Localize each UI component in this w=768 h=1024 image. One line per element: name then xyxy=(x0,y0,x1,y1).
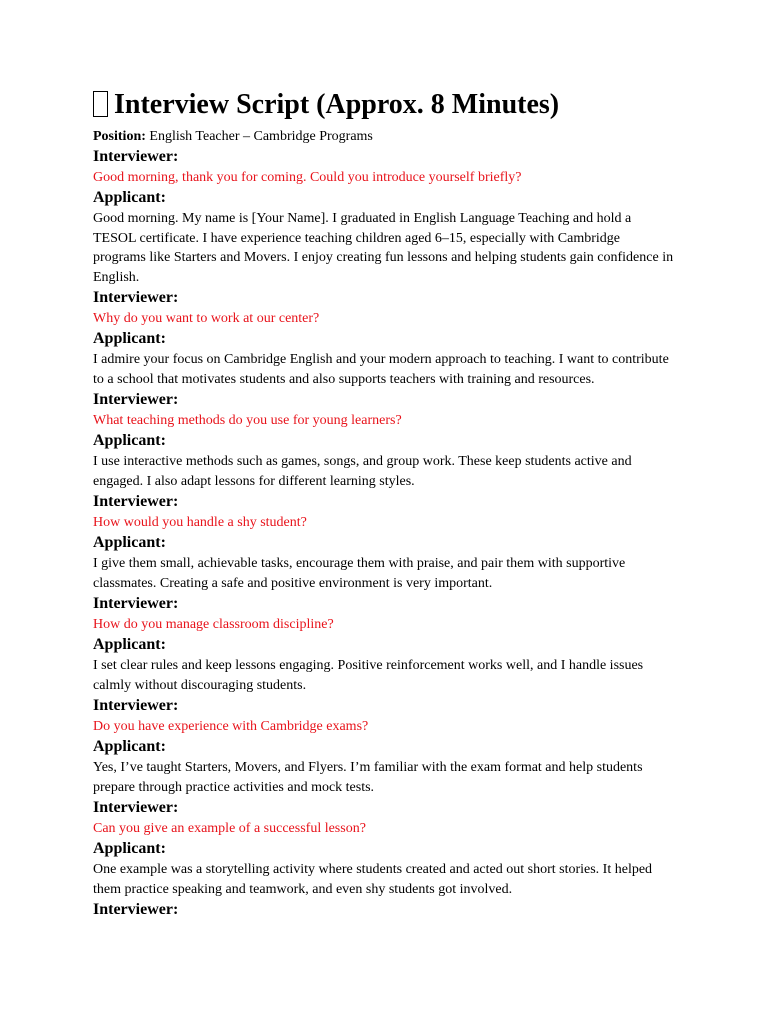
applicant-turn xyxy=(93,634,676,695)
speaker-label: Interviewer: xyxy=(93,799,179,816)
title-text: Interview Script (Approx. 8 Minutes) xyxy=(114,89,560,120)
applicant-turn xyxy=(93,430,676,491)
interviewer-turn xyxy=(93,695,676,736)
position-line xyxy=(93,127,676,146)
speaker-label: Applicant: xyxy=(93,840,166,857)
speaker-label: Applicant: xyxy=(93,330,166,347)
interviewer-turn xyxy=(93,593,676,634)
speaker-label: Interviewer: xyxy=(93,595,179,612)
speaker-label: Applicant: xyxy=(93,738,166,755)
applicant-answer: One example was a storytelling activity where students created and acted out short stories. It helped them practice speaking and teamwork, and even shy students got involved. xyxy=(93,862,653,897)
applicant-turn xyxy=(93,838,676,899)
applicant-turn xyxy=(93,187,676,287)
position-label: Position: xyxy=(93,129,146,144)
speaker-label: Applicant: xyxy=(93,189,166,206)
applicant-turn xyxy=(93,328,676,389)
applicant-answer: Good morning. My name is [Your Name]. I graduated in English Language Teaching and hold a TESOL certificate. I have experience teaching children aged 6–15, especially with Cambridge programs like Starters and Movers. I enjoy creating fun lessons and helping students gain confidence in English. xyxy=(93,211,674,285)
interviewer-turn xyxy=(93,389,676,430)
speaker-label: Interviewer: xyxy=(93,901,179,918)
applicant-answer: I give them small, achievable tasks, encourage them with praise, and pair them with supportive classmates. Creating a safe and positive environment is very important. xyxy=(93,556,626,591)
page-title xyxy=(93,86,676,124)
applicant-answer: I set clear rules and keep lessons engaging. Positive reinforcement works well, and I handle issues calmly without discouraging students. xyxy=(93,658,644,693)
applicant-turn xyxy=(93,736,676,797)
applicant-turn xyxy=(93,532,676,593)
interviewer-question: Can you give an example of a successful lesson? xyxy=(93,821,366,836)
interviewer-question: Why do you want to work at our center? xyxy=(93,311,320,326)
applicant-answer: I admire your focus on Cambridge English and your modern approach to teaching. I want to contribute to a school that motivates students and also supports teachers with training and resources. xyxy=(93,352,669,387)
speaker-label: Applicant: xyxy=(93,534,166,551)
speaker-label: Interviewer: xyxy=(93,493,179,510)
interviewer-question: How do you manage classroom discipline? xyxy=(93,617,334,632)
position-value: English Teacher – Cambridge Programs xyxy=(149,129,373,144)
missing-glyph-icon xyxy=(93,91,108,117)
speaker-label: Applicant: xyxy=(93,636,166,653)
interviewer-question: Good morning, thank you for coming. Could you introduce yourself briefly? xyxy=(93,170,522,185)
interviewer-turn xyxy=(93,146,676,187)
interviewer-turn xyxy=(93,899,676,921)
interviewer-turn xyxy=(93,797,676,838)
interviewer-question: What teaching methods do you use for young learners? xyxy=(93,413,402,428)
interviewer-turn xyxy=(93,491,676,532)
interviewer-question: Do you have experience with Cambridge exams? xyxy=(93,719,369,734)
speaker-label: Interviewer: xyxy=(93,289,179,306)
interview-script xyxy=(93,146,676,921)
speaker-label: Interviewer: xyxy=(93,697,179,714)
speaker-label: Interviewer: xyxy=(93,391,179,408)
applicant-answer: Yes, I’ve taught Starters, Movers, and Flyers. I’m familiar with the exam format and help students prepare through practice activities and mock tests. xyxy=(93,760,643,795)
interviewer-turn xyxy=(93,287,676,328)
interviewer-question: How would you handle a shy student? xyxy=(93,515,307,530)
speaker-label: Interviewer: xyxy=(93,148,179,165)
applicant-answer: I use interactive methods such as games, songs, and group work. These keep students active and engaged. I also adapt lessons for different learning styles. xyxy=(93,454,632,489)
speaker-label: Applicant: xyxy=(93,432,166,449)
